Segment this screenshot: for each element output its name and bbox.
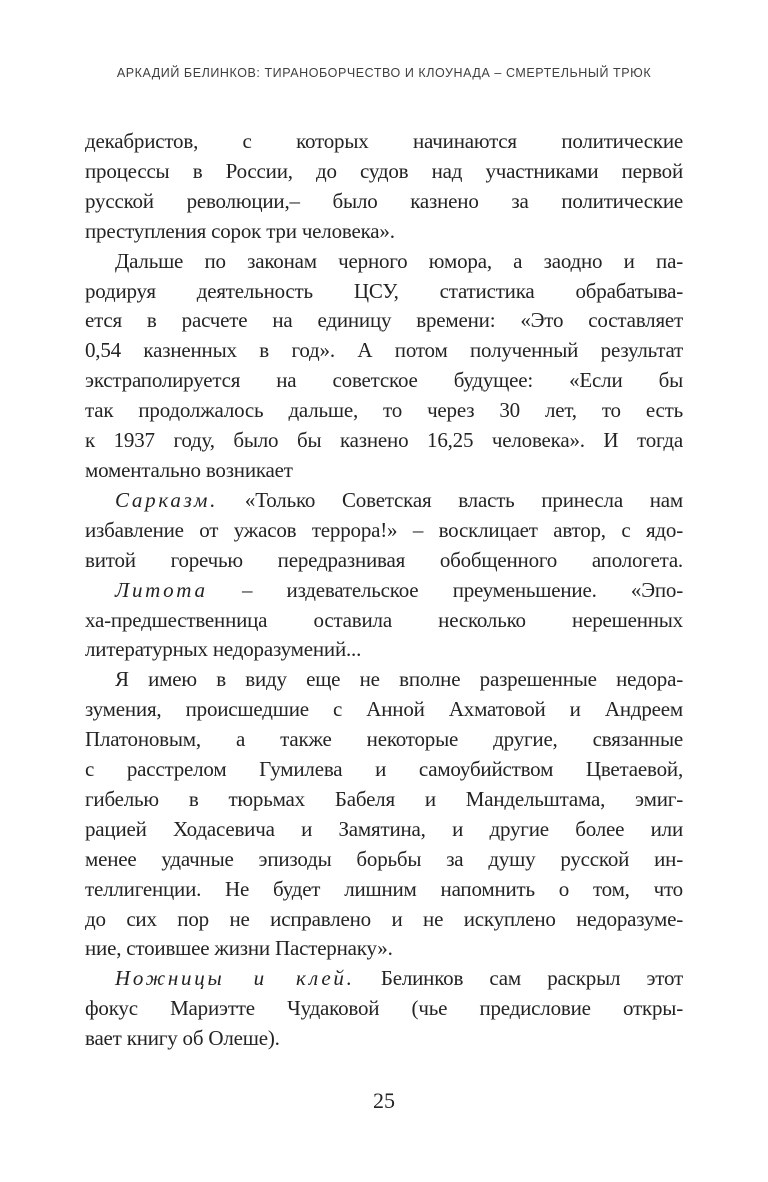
body-line-text: «Только Советская власть принесла нам xyxy=(218,487,683,512)
page-number: 25 xyxy=(373,1088,395,1113)
running-header: АРКАДИЙ БЕЛИНКОВ: ТИРАНОБОРЧЕСТВО И КЛОУНАДА – СМЕРТЕЛЬНЫЙ ТРЮК xyxy=(116,66,652,80)
body-line: гибелью в тюрьмах Бабеля и Мандельштама, эмиг- xyxy=(85,786,683,811)
body-line xyxy=(85,576,683,606)
body-line: ется в расчете на единицу времени: «Это составляет xyxy=(85,308,683,333)
body-line: зумения, происшедшие с Анной Ахматовой и Андреем xyxy=(85,697,683,722)
body-line: избавление от ужасов террора!» – восклицает автор, с ядо- xyxy=(85,517,683,542)
body-line xyxy=(85,964,683,994)
body-line: родируя деятельность ЦСУ, статистика обрабатыва- xyxy=(85,278,683,303)
emphasis-term: Ножницы и клей. xyxy=(115,966,355,991)
body-line: с расстрелом Гумилева и самоубийством Цветаевой, xyxy=(85,757,683,782)
body-line: 0,54 казненных в год». А потом полученный результат xyxy=(85,338,683,363)
body-line: Дальше по законам черного юмора, а заодно и па- xyxy=(115,248,683,273)
body-line: Платоновым, а также некоторые другие, связанные xyxy=(85,727,683,752)
body-line: литературных недоразумений... xyxy=(85,637,362,662)
body-line: вает книгу об Олеше). xyxy=(85,1026,280,1051)
body-line: Я имею в виду еще не вполне разрешенные недора- xyxy=(115,667,683,692)
body-line: ха-предшественница оставила несколько нерешенных xyxy=(85,607,683,632)
body-line: до сих пор не исправлено и не искуплено недоразуме- xyxy=(85,906,683,931)
body-line xyxy=(85,486,683,516)
body-line: моментально возникает xyxy=(85,457,293,482)
body-line: менее удачные эпизоды борьбы за душу русской ин- xyxy=(85,846,683,871)
body-line: к 1937 году, было бы казнено 16,25 человека». И тогда xyxy=(85,428,683,453)
body-line: витой горечью передразнивая обобщенного апологета. xyxy=(85,547,683,572)
body-line-text: – издевательское преуменьшение. «Эпо- xyxy=(207,577,683,602)
body-line: теллигенции. Не будет лишним напомнить о том, что xyxy=(85,876,683,901)
emphasis-term: Литота xyxy=(115,577,208,602)
body-line: экстраполируется на советское будущее: «Если бы xyxy=(85,368,683,393)
body-line: преступления сорок три человека». xyxy=(85,218,395,243)
body-line: так продолжалось дальше, то через 30 лет, то есть xyxy=(85,398,683,423)
body-line: процессы в России, до судов над участниками первой xyxy=(85,158,683,183)
emphasis-term: Сарказм. xyxy=(115,487,219,512)
body-line: декабристов, с которых начинаются политические xyxy=(85,129,683,153)
body-line-text: Белинков сам раскрыл этот xyxy=(354,966,684,991)
body-line: ние, стоившее жизни Пастернаку». xyxy=(85,936,393,961)
body-line: фокус Мариэтте Чудаковой (чье предисловие откры- xyxy=(85,996,683,1021)
body-text xyxy=(85,127,683,1054)
body-line: русской революции,– было казнено за политические xyxy=(85,188,683,213)
body-line: рацией Ходасевича и Замятина, и другие более или xyxy=(85,816,683,841)
